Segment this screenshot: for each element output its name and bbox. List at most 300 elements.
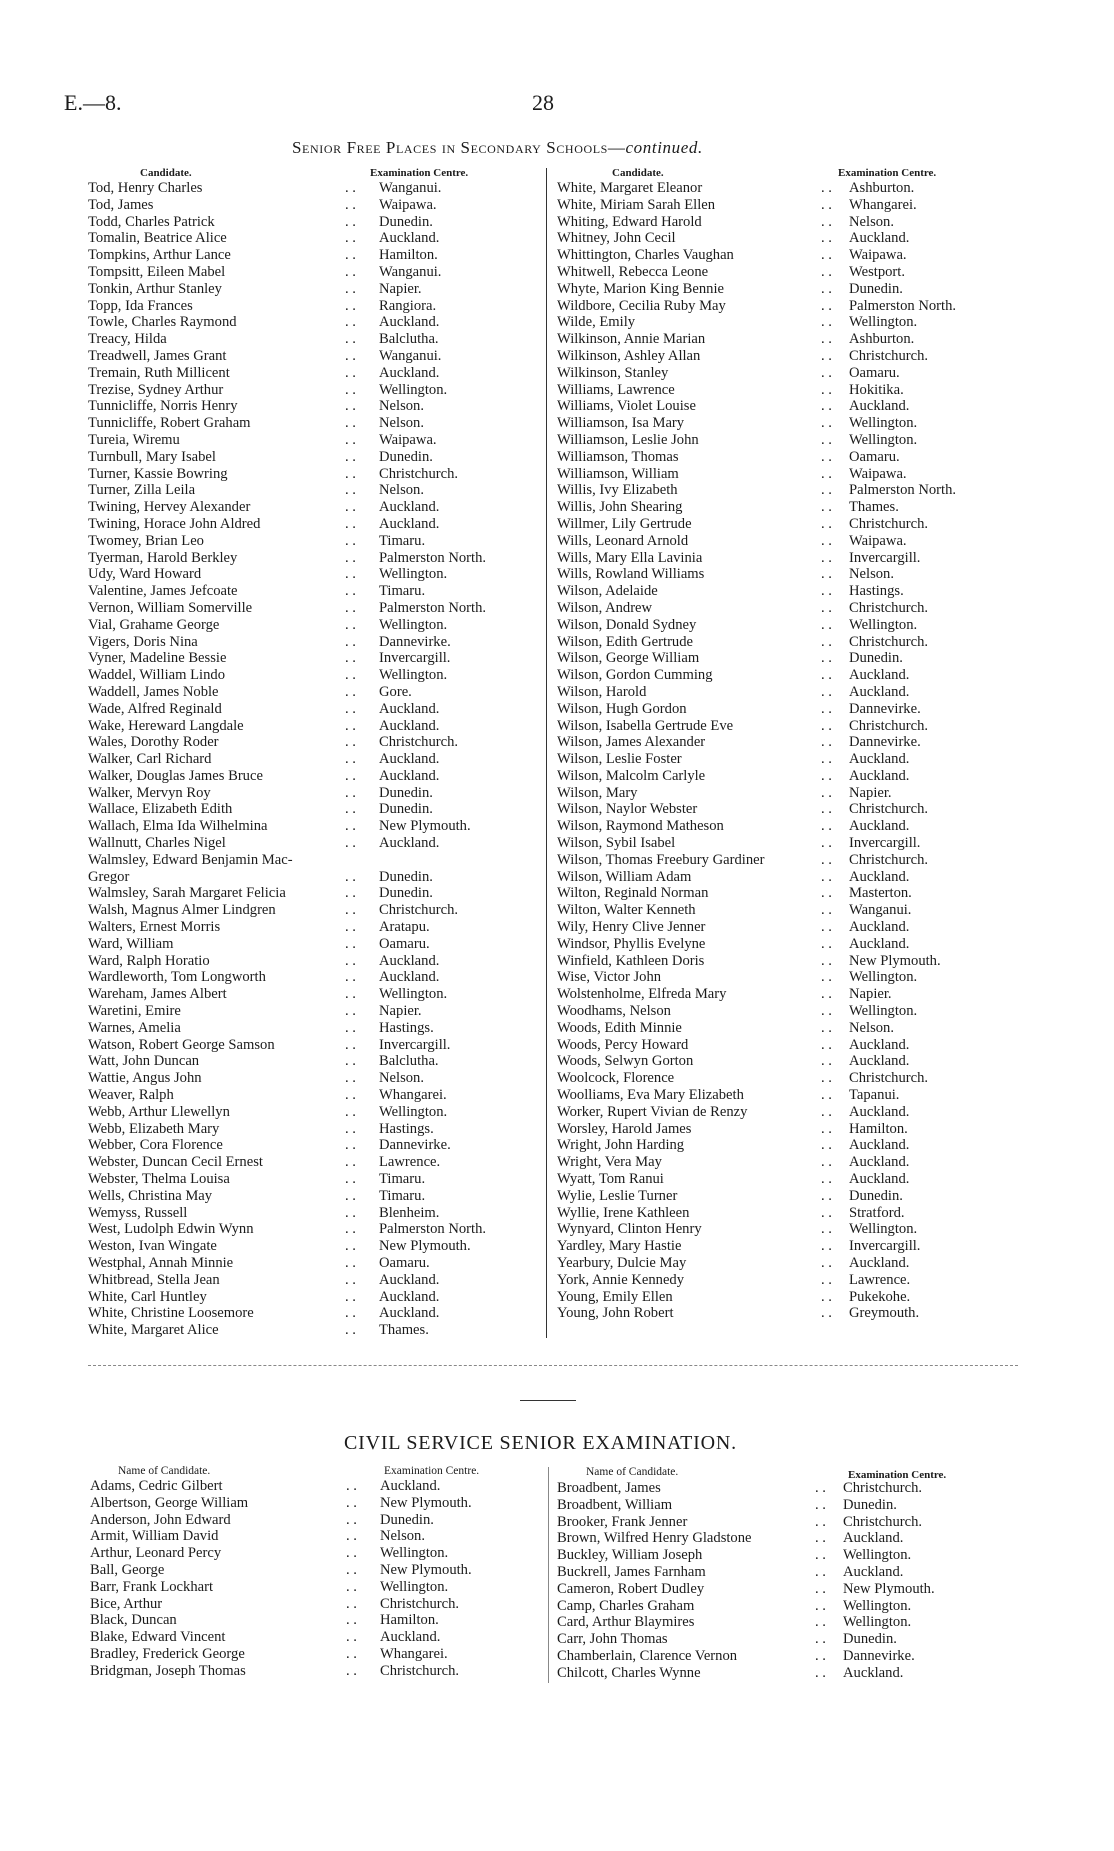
leader-dots: . .: [815, 1480, 826, 1496]
leader-dots: . .: [821, 734, 832, 751]
leader-dots: . .: [346, 1662, 357, 1679]
leader-dots: [345, 852, 379, 869]
leader-dots: . .: [821, 213, 832, 230]
candidate-name: Brooker, Frank Jenner: [557, 1513, 688, 1530]
candidate-name: Woods, Percy Howard: [557, 1036, 689, 1053]
list-item: [88, 684, 529, 701]
list-item: [557, 869, 1014, 886]
list-item: [88, 818, 529, 835]
examination-centre: Lawrence.: [379, 1154, 441, 1171]
candidate-name: Walsh, Magnus Almer Lindgren: [88, 902, 276, 919]
candidate-name: Tremain, Ruth Millicent: [88, 364, 230, 381]
examination-centre: Hastings.: [379, 1120, 434, 1137]
list-item: [88, 1037, 529, 1054]
examination-centre: Christchurch.: [849, 515, 929, 532]
candidate-name: Willis, John Shearing: [557, 499, 683, 516]
leader-dots: . .: [346, 1612, 357, 1629]
leader-dots: . .: [345, 415, 356, 432]
examination-centre: Dannevirke.: [849, 700, 921, 717]
list-item: [90, 1512, 530, 1529]
candidate-name: Broadbent, William: [557, 1496, 673, 1513]
leader-dots: . .: [821, 700, 832, 717]
candidate-name: Wyatt, Tom Ranui: [557, 1171, 664, 1188]
list-item: [557, 1070, 1014, 1087]
list-item: [88, 180, 529, 197]
list-item: [557, 1137, 1014, 1154]
candidate-name: Worker, Rupert Vivian de Renzy: [557, 1103, 748, 1120]
candidate-name: Wright, John Harding: [557, 1137, 685, 1154]
list-item: [557, 718, 1014, 735]
leader-dots: . .: [345, 986, 356, 1003]
leader-dots: . .: [821, 818, 832, 835]
examination-centre: Christchurch.: [849, 347, 929, 364]
candidate-name: Wilson, Edith Gertrude: [557, 633, 693, 650]
list-item: [90, 1612, 530, 1629]
examination-centre: Dunedin.: [379, 801, 433, 818]
candidate-name: Whittington, Charles Vaughan: [557, 247, 734, 264]
list-item: [557, 936, 1014, 953]
list-item: [88, 247, 529, 264]
leader-dots: . .: [821, 717, 832, 734]
list-item: [88, 801, 529, 818]
leader-dots: . .: [821, 1305, 832, 1322]
leader-dots: . .: [345, 347, 356, 364]
list-item: [557, 583, 1014, 600]
list-item: [88, 314, 529, 331]
candidate-name: Chilcott, Charles Wynne: [557, 1664, 701, 1681]
leader-dots: . .: [821, 885, 832, 902]
leader-dots: . .: [345, 465, 356, 482]
leader-dots: . .: [345, 599, 356, 616]
leader-dots: . .: [345, 364, 356, 381]
list-item: [90, 1663, 530, 1680]
leader-dots: . .: [345, 835, 356, 852]
candidate-name: Westphal, Annah Minnie: [88, 1255, 234, 1271]
examination-centre: Palmerston North.: [849, 297, 957, 314]
list-item: [88, 281, 529, 298]
leader-dots: . .: [821, 549, 832, 566]
candidate-name: Wilson, Mary: [557, 784, 638, 801]
candidate-name: West, Ludolph Edwin Wynn: [88, 1221, 254, 1238]
leader-dots: . .: [821, 868, 832, 885]
candidate-name: Tompsitt, Eileen Mabel: [88, 263, 226, 280]
examination-centre: Hamilton.: [379, 247, 438, 264]
candidate-name: Williams, Violet Louise: [557, 398, 696, 415]
examination-centre: Nelson.: [379, 482, 424, 499]
leader-dots: . .: [345, 499, 356, 516]
list-item: [557, 634, 1014, 651]
candidate-name: Trezise, Sydney Arthur: [88, 381, 224, 398]
examination-centre: Auckland.: [379, 515, 440, 532]
list-item: [88, 499, 529, 516]
candidate-name: Barr, Frank Lockhart: [90, 1578, 214, 1595]
candidate-name: Wemyss, Russell: [88, 1204, 188, 1221]
candidate-name: Wilson, Raymond Matheson: [557, 818, 724, 835]
examination-centre: Wanganui.: [849, 902, 912, 919]
examination-centre: Wellington.: [849, 314, 918, 331]
candidate-name: Todd, Charles Patrick: [88, 213, 215, 230]
list-item: [88, 969, 529, 986]
leader-dots: . .: [821, 1171, 832, 1188]
list-item: [88, 432, 529, 449]
candidate-name: Williamson, William: [557, 465, 679, 482]
candidate-name: Turnbull, Mary Isabel: [88, 448, 216, 465]
list-item: [557, 667, 1014, 684]
leader-dots: . .: [345, 297, 356, 314]
leader-dots: . .: [821, 347, 832, 364]
list-item: [557, 1530, 1003, 1547]
list-item: [88, 835, 529, 852]
candidate-name: Turner, Zilla Leila: [88, 482, 196, 499]
candidate-name: Wilson, Sybil Isabel: [557, 835, 676, 852]
leader-dots: . .: [345, 448, 356, 465]
examination-centre: Auckland.: [849, 818, 910, 835]
list-item: [88, 1020, 529, 1037]
candidate-name: White, Carl Huntley: [88, 1288, 207, 1305]
leader-dots: . .: [821, 1255, 832, 1271]
leader-dots: . .: [821, 331, 832, 348]
candidate-name: Wilson, James Alexander: [557, 734, 706, 751]
candidate-name: Blake, Edward Vincent: [90, 1629, 226, 1646]
examination-centre: Whangarei.: [379, 1087, 447, 1104]
examination-centre: Auckland.: [379, 717, 440, 734]
candidate-name: Winfield, Kathleen Doris: [557, 952, 705, 969]
candidate-name: Walker, Mervyn Roy: [88, 784, 211, 801]
list-item: [88, 768, 529, 785]
leader-dots: . .: [345, 1003, 356, 1020]
list-item: [557, 382, 1014, 399]
examination-centre: Auckland.: [849, 398, 910, 415]
list-item: [557, 247, 1014, 264]
candidate-name: Wilson, Harold: [557, 683, 647, 700]
candidate-name: Wilton, Walter Kenneth: [557, 902, 696, 919]
candidate-name: Wynyard, Clinton Henry: [557, 1221, 702, 1238]
list-item: [557, 1188, 1014, 1205]
list-item: [557, 533, 1014, 550]
examination-centre: Palmerston North.: [379, 1221, 487, 1238]
list-item: [557, 1221, 1014, 1238]
list-item: [557, 466, 1014, 483]
candidate-name: Wade, Alfred Reginald: [88, 700, 222, 717]
leader-dots: . .: [345, 952, 356, 969]
examination-centre: Greymouth.: [849, 1305, 920, 1322]
examination-centre: Tapanui.: [849, 1087, 900, 1104]
list-item: [88, 936, 529, 953]
examination-centre: Waipawa.: [379, 431, 437, 448]
examination-centre: Waipawa.: [849, 532, 907, 549]
candidate-name: Williams, Lawrence: [557, 381, 675, 398]
candidate-name: Card, Arthur Blaymires: [557, 1614, 695, 1631]
list-item: [557, 1171, 1014, 1188]
leader-dots: . .: [345, 717, 356, 734]
examination-centre: Christchurch.: [849, 1070, 929, 1087]
list-item: [88, 1255, 529, 1272]
list-item: [557, 835, 1014, 852]
examination-centre: Whangarei.: [849, 196, 917, 213]
list-item: [557, 314, 1014, 331]
candidate-name: Tod, James: [88, 196, 154, 213]
examination-centre: Waipawa.: [849, 247, 907, 264]
candidate-name: Tureia, Wiremu: [88, 431, 180, 448]
list-item: [557, 365, 1014, 382]
candidate-name: Ball, George: [90, 1561, 165, 1578]
list-item: [557, 1665, 1003, 1682]
column-divider: [546, 168, 547, 1338]
leader-dots: . .: [345, 935, 356, 952]
section-title-continued: continued.: [625, 138, 703, 157]
candidate-name: Anderson, John Edward: [90, 1511, 231, 1528]
leader-dots: . .: [345, 616, 356, 633]
candidate-name: Wareham, James Albert: [88, 986, 227, 1003]
examination-centre: Auckland.: [849, 767, 910, 784]
list-item: [88, 600, 529, 617]
leader-dots: . .: [345, 549, 356, 566]
candidate-name: Valentine, James Jefcoate: [88, 583, 238, 600]
candidate-name: Bridgman, Joseph Thomas: [90, 1662, 246, 1679]
dashed-separator: [88, 1365, 1018, 1366]
list-item: [557, 180, 1014, 197]
examination-centre: Auckland.: [849, 1103, 910, 1120]
examination-centre: Auckland.: [849, 230, 910, 247]
examination-centre: New Plymouth.: [380, 1494, 472, 1511]
examination-centre: Wanganui.: [379, 180, 442, 196]
leader-dots: . .: [821, 1204, 832, 1221]
list-item: [557, 1087, 1014, 1104]
candidate-name: Wilson, Malcolm Carlyle: [557, 767, 706, 784]
centre-column-header: Examination Centre.: [370, 167, 469, 179]
examination-centre: Wellington.: [843, 1547, 912, 1564]
candidate-name: Ward, Ralph Horatio: [88, 952, 210, 969]
list-item: [90, 1562, 530, 1579]
candidate-name: Woods, Edith Minnie: [557, 1019, 682, 1036]
examination-centre: Wellington.: [843, 1597, 912, 1614]
list-item: [88, 634, 529, 651]
candidate-name: Weston, Ivan Wingate: [88, 1238, 217, 1255]
list-item: [557, 566, 1014, 583]
examination-centre: Ashburton.: [849, 331, 915, 348]
leader-dots: . .: [345, 1070, 356, 1087]
list-item: [88, 869, 529, 886]
leader-dots: . .: [345, 885, 356, 902]
candidate-name: Warnes, Amelia: [88, 1019, 181, 1036]
candidate-name: Twomey, Brian Leo: [88, 532, 204, 549]
candidate-name: Wilkinson, Ashley Allan: [557, 347, 701, 364]
candidate-name: Wells, Christina May: [88, 1187, 213, 1204]
section-title-civil-service: CIVIL SERVICE SENIOR EXAMINATION.: [344, 1432, 737, 1454]
leader-dots: . .: [821, 650, 832, 667]
examination-centre: Auckland.: [849, 667, 910, 684]
examination-centre: Balclutha.: [379, 331, 439, 348]
examination-centre: Timaru.: [379, 532, 426, 549]
examination-centre: Nelson.: [379, 398, 424, 415]
candidate-name: Adams, Cedric Gilbert: [90, 1478, 223, 1494]
candidate-name: Vigers, Doris Nina: [88, 633, 198, 650]
leader-dots: . .: [345, 1171, 356, 1188]
candidate-name: Wallach, Elma Ida Wilhelmina: [88, 818, 268, 835]
leader-dots: . .: [346, 1629, 357, 1646]
candidate-name: Treadwell, James Grant: [88, 347, 227, 364]
candidate-name: Tonkin, Arthur Stanley: [88, 280, 222, 297]
examination-centre: Christchurch.: [849, 801, 929, 818]
candidate-name: Wylie, Leslie Turner: [557, 1187, 678, 1204]
examination-centre: Auckland.: [849, 1036, 910, 1053]
leader-dots: . .: [346, 1478, 357, 1494]
leader-dots: . .: [346, 1578, 357, 1595]
list-item: [557, 214, 1014, 231]
leader-dots: . .: [345, 1120, 356, 1137]
examination-centre: New Plymouth.: [380, 1561, 472, 1578]
candidate-name: Wilson, Naylor Webster: [557, 801, 698, 818]
list-item: [88, 583, 529, 600]
examination-centre: Christchurch.: [379, 465, 459, 482]
examination-centre: Wellington.: [380, 1545, 449, 1562]
list-item: [557, 650, 1014, 667]
examination-centre: Hastings.: [849, 583, 904, 600]
examination-centre: Christchurch.: [843, 1513, 923, 1530]
leader-dots: . .: [345, 1053, 356, 1070]
list-item: [557, 331, 1014, 348]
examination-centre: Auckland.: [843, 1664, 904, 1681]
list-item: [557, 230, 1014, 247]
list-item: [557, 684, 1014, 701]
candidate-name: Young, John Robert: [557, 1305, 674, 1322]
leader-dots: . .: [345, 1154, 356, 1171]
examination-centre: Dunedin.: [379, 868, 433, 885]
examination-centre: [379, 852, 529, 869]
examination-centre: New Plymouth.: [849, 952, 941, 969]
candidate-name: Wildbore, Cecilia Ruby May: [557, 297, 726, 314]
examination-centre: Wanganui.: [379, 263, 442, 280]
leader-dots: . .: [815, 1513, 826, 1530]
examination-centre: Dunedin.: [849, 650, 903, 667]
list-item: [90, 1579, 530, 1596]
candidate-column-header: Name of Candidate.: [586, 1466, 679, 1478]
list-item: [88, 1238, 529, 1255]
section-title-text: Senior Free Places in Secondary Schools—: [292, 138, 626, 157]
list-item: [557, 701, 1014, 718]
candidate-name: Wardleworth, Tom Longworth: [88, 969, 266, 986]
leader-dots: . .: [345, 213, 356, 230]
leader-dots: . .: [345, 583, 356, 600]
list-item: [557, 986, 1014, 1003]
candidate-name: Cameron, Robert Dudley: [557, 1580, 705, 1597]
list-item: [557, 785, 1014, 802]
list-item: [557, 1154, 1014, 1171]
document-reference: E.—8.: [64, 90, 122, 115]
leader-dots: . .: [821, 902, 832, 919]
civil-service-right-list: [557, 1480, 1003, 1682]
examination-centre: Nelson.: [379, 1070, 424, 1087]
candidate-name: Wilson, William Adam: [557, 868, 692, 885]
list-item: [557, 449, 1014, 466]
examination-centre: Oamaru.: [849, 364, 900, 381]
candidate-name: Treacy, Hilda: [88, 331, 167, 348]
list-item: [88, 482, 529, 499]
list-item: [88, 365, 529, 382]
leader-dots: . .: [345, 1238, 356, 1255]
examination-centre: Auckland.: [849, 935, 910, 952]
list-item: [557, 499, 1014, 516]
examination-centre: Wellington.: [379, 986, 448, 1003]
leader-dots: . .: [815, 1664, 826, 1681]
candidate-name: Bice, Arthur: [90, 1595, 163, 1612]
list-item: [88, 348, 529, 365]
candidate-name: Tunnicliffe, Norris Henry: [88, 398, 238, 415]
leader-dots: . .: [821, 364, 832, 381]
leader-dots: . .: [345, 902, 356, 919]
leader-dots: . .: [821, 1036, 832, 1053]
examination-centre: Thames.: [379, 1322, 429, 1339]
list-item: [557, 264, 1014, 281]
examination-centre: Wellington.: [849, 969, 918, 986]
candidate-name: Wallace, Elizabeth Edith: [88, 801, 233, 818]
candidate-name: Arthur, Leonard Percy: [90, 1545, 222, 1562]
examination-centre: Auckland.: [379, 1305, 440, 1322]
leader-dots: . .: [821, 1271, 832, 1288]
leader-dots: . .: [821, 1221, 832, 1238]
candidate-name: Yearbury, Dulcie May: [557, 1255, 687, 1271]
candidate-name: Topp, Ida Frances: [88, 297, 193, 314]
list-item: [88, 230, 529, 247]
leader-dots: . .: [345, 532, 356, 549]
leader-dots: . .: [821, 986, 832, 1003]
examination-centre: Dannevirke.: [843, 1647, 915, 1664]
candidate-name: Waddell, James Noble: [88, 683, 219, 700]
leader-dots: . .: [821, 230, 832, 247]
leader-dots: . .: [345, 919, 356, 936]
list-item: [88, 1322, 529, 1339]
list-item: [88, 734, 529, 751]
examination-centre: Rangiora.: [379, 297, 437, 314]
leader-dots: . .: [821, 952, 832, 969]
leader-dots: . .: [345, 1036, 356, 1053]
leader-dots: . .: [345, 683, 356, 700]
list-item: [557, 1648, 1003, 1665]
examination-centre: Dunedin.: [379, 448, 433, 465]
examination-centre: Nelson.: [379, 415, 424, 432]
list-item: [557, 617, 1014, 634]
leader-dots: . .: [345, 767, 356, 784]
candidate-name: Wilson, George William: [557, 650, 700, 667]
candidate-name: Woods, Selwyn Gorton: [557, 1053, 694, 1070]
candidate-name: Twining, Hervey Alexander: [88, 499, 251, 516]
leader-dots: . .: [821, 633, 832, 650]
candidate-name: Whitbread, Stella Jean: [88, 1271, 220, 1288]
senior-free-places-left-list: [88, 180, 529, 1339]
candidate-name: Walker, Douglas James Bruce: [88, 767, 263, 784]
list-item: [88, 785, 529, 802]
leader-dots: . .: [345, 1255, 356, 1271]
list-item: [557, 482, 1014, 499]
leader-dots: . .: [815, 1580, 826, 1597]
leader-dots: . .: [821, 851, 832, 868]
examination-centre: Christchurch.: [849, 717, 929, 734]
examination-centre: Dunedin.: [380, 1511, 434, 1528]
examination-centre: Dannevirke.: [379, 1137, 451, 1154]
leader-dots: . .: [821, 599, 832, 616]
leader-dots: . .: [821, 784, 832, 801]
list-item: [557, 818, 1014, 835]
examination-centre: Christchurch.: [843, 1480, 923, 1496]
list-item: [88, 1104, 529, 1121]
list-item: [557, 969, 1014, 986]
examination-centre: Auckland.: [849, 1053, 910, 1070]
list-item: [88, 449, 529, 466]
candidate-name: Wilson, Donald Sydney: [557, 616, 697, 633]
examination-centre: Auckland.: [379, 499, 440, 516]
leader-dots: . .: [821, 1137, 832, 1154]
leader-dots: . .: [345, 1137, 356, 1154]
